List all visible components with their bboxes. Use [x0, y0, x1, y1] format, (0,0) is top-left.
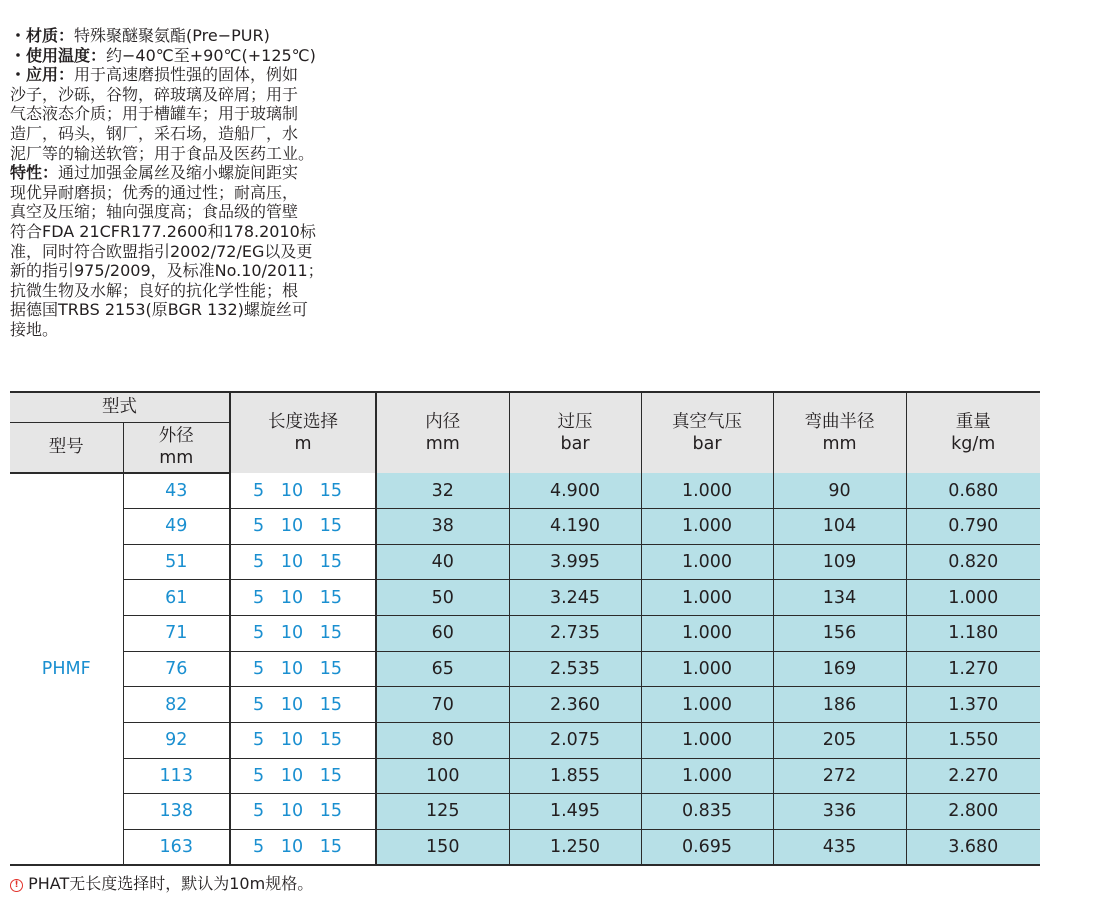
bend-radius-cell: 169: [773, 651, 906, 687]
outer-diameter-cell: 61: [123, 580, 230, 616]
inner-diameter-cell: 100: [376, 758, 509, 794]
footnote-text: PHAT无长度选择时，默认为10m规格。: [28, 874, 314, 893]
pressure-cell: 1.855: [509, 758, 641, 794]
bend-radius-cell: 186: [773, 687, 906, 723]
weight-cell: 1.550: [906, 722, 1040, 758]
length-options-cell: 5 10 15: [230, 580, 376, 616]
table-row: [10, 829, 1040, 865]
type-group-header: 型式: [10, 392, 230, 422]
material-label: ・材质：: [10, 26, 75, 45]
length-options-cell: 5 10 15: [230, 722, 376, 758]
warning-icon: !: [10, 879, 23, 892]
vacuum-cell: 1.000: [641, 651, 773, 687]
table-row: [10, 722, 1040, 758]
length-header: 长度选择 m: [230, 392, 376, 473]
features-label: 特性：: [10, 163, 59, 183]
outer-diameter-cell: 51: [123, 544, 230, 580]
pressure-header: 过压 bar: [509, 392, 641, 473]
table-row: [10, 473, 1040, 509]
weight-cell: 3.680: [906, 829, 1040, 865]
outer-diameter-cell: 82: [123, 687, 230, 723]
outer-diameter-cell: 92: [123, 722, 230, 758]
pressure-cell: 3.245: [509, 580, 641, 616]
bend-radius-cell: 336: [773, 794, 906, 830]
vacuum-cell: 1.000: [641, 580, 773, 616]
vacuum-cell: 0.835: [641, 794, 773, 830]
vacuum-cell: 1.000: [641, 473, 773, 509]
bend-radius-cell: 205: [773, 722, 906, 758]
model-header: 型号: [10, 422, 123, 473]
model-cell: PHMF: [10, 473, 123, 865]
length-options-cell: 5 10 15: [230, 473, 376, 509]
table-row: [10, 758, 1040, 794]
vacuum-cell: 1.000: [641, 509, 773, 545]
bend-radius-cell: 134: [773, 580, 906, 616]
outer-diameter-cell: 43: [123, 473, 230, 509]
bend-radius-cell: 156: [773, 616, 906, 652]
weight-cell: 1.270: [906, 651, 1040, 687]
outer-diameter-cell: 71: [123, 616, 230, 652]
vacuum-cell: 1.000: [641, 758, 773, 794]
vacuum-cell: 1.000: [641, 544, 773, 580]
outer-diameter-cell: 76: [123, 651, 230, 687]
length-options-cell: 5 10 15: [230, 794, 376, 830]
length-options-cell: 5 10 15: [230, 544, 376, 580]
weight-cell: 2.270: [906, 758, 1040, 794]
table-row: [10, 687, 1040, 723]
outer-diameter-cell: 49: [123, 509, 230, 545]
footnote: [10, 874, 313, 894]
weight-cell: 0.790: [906, 509, 1040, 545]
vacuum-cell: 1.000: [641, 722, 773, 758]
inner-diameter-cell: 70: [376, 687, 509, 723]
weight-cell: 0.680: [906, 473, 1040, 509]
inner-diameter-cell: 38: [376, 509, 509, 545]
inner-diameter-cell: 32: [376, 473, 509, 509]
table-row: [10, 794, 1040, 830]
vacuum-cell: 1.000: [641, 687, 773, 723]
inner-diameter-header: 内径 mm: [376, 392, 509, 473]
pressure-cell: 1.250: [509, 829, 641, 865]
pressure-cell: 4.900: [509, 473, 641, 509]
bend-radius-cell: 435: [773, 829, 906, 865]
weight-cell: 2.800: [906, 794, 1040, 830]
weight-cell: 1.180: [906, 616, 1040, 652]
bend-radius-cell: 104: [773, 509, 906, 545]
application-text: 用于高速磨损性强的固体，例如 沙子，沙砾，谷物，碎玻璃及碎屑；用于 气态液态介质；用于槽罐车；用于玻璃制 造厂，码头，钢厂，采石场，造船厂，水 泥厂等的输送软管；用于食品及医药工业。: [10, 65, 315, 163]
product-description: [10, 26, 370, 340]
pressure-cell: 2.360: [509, 687, 641, 723]
table-row: [10, 651, 1040, 687]
inner-diameter-cell: 150: [376, 829, 509, 865]
table-row: [10, 616, 1040, 652]
weight-cell: 1.370: [906, 687, 1040, 723]
length-options-cell: 5 10 15: [230, 509, 376, 545]
bend-radius-header: 弯曲半径 mm: [773, 392, 906, 473]
outer-diameter-cell: 163: [123, 829, 230, 865]
length-options-cell: 5 10 15: [230, 651, 376, 687]
outer-diameter-header: 外径 mm: [123, 422, 230, 473]
inner-diameter-cell: 80: [376, 722, 509, 758]
bend-radius-cell: 90: [773, 473, 906, 509]
weight-cell: 0.820: [906, 544, 1040, 580]
length-options-cell: 5 10 15: [230, 829, 376, 865]
material-text: 特殊聚醚聚氨酯(Pre−PUR): [74, 26, 270, 45]
weight-header: 重量 kg/m: [906, 392, 1040, 473]
pressure-cell: 3.995: [509, 544, 641, 580]
inner-diameter-cell: 50: [376, 580, 509, 616]
bend-radius-cell: 272: [773, 758, 906, 794]
pressure-cell: 2.735: [509, 616, 641, 652]
pressure-cell: 2.535: [509, 651, 641, 687]
inner-diameter-cell: 65: [376, 651, 509, 687]
length-options-cell: 5 10 15: [230, 758, 376, 794]
pressure-cell: 1.495: [509, 794, 641, 830]
inner-diameter-cell: 60: [376, 616, 509, 652]
vacuum-header: 真空气压 bar: [641, 392, 773, 473]
application-label: ・应用：: [10, 65, 75, 85]
length-options-cell: 5 10 15: [230, 687, 376, 723]
vacuum-cell: 0.695: [641, 829, 773, 865]
features-text: 通过加强金属丝及缩小螺旋间距实 现优异耐磨损；优秀的通过性；耐高压， 真空及压缩；轴向强度高；食品级的管壁 符合FDA 21CFR177.2600和178.2010标 准，同时符合欧盟指引2002/72/EG以及更 新的指引975/2009，及标准No.10/2011； 抗微生物及水解；良好的抗化学性能；根 据德国TRBS 2153(原BGR 132)螺旋丝可 接地。: [10, 163, 324, 339]
table-row: [10, 580, 1040, 616]
bend-radius-cell: 109: [773, 544, 906, 580]
vacuum-cell: 1.000: [641, 616, 773, 652]
inner-diameter-cell: 125: [376, 794, 509, 830]
pressure-cell: 4.190: [509, 509, 641, 545]
table-row: [10, 509, 1040, 545]
temperature-label: ・使用温度：: [10, 45, 107, 65]
pressure-cell: 2.075: [509, 722, 641, 758]
weight-cell: 1.000: [906, 580, 1040, 616]
temperature-text: 约−40℃至+90℃(+125℃): [106, 45, 316, 65]
spec-table: [10, 391, 1040, 866]
outer-diameter-cell: 113: [123, 758, 230, 794]
table-row: [10, 544, 1040, 580]
inner-diameter-cell: 40: [376, 544, 509, 580]
length-options-cell: 5 10 15: [230, 616, 376, 652]
outer-diameter-cell: 138: [123, 794, 230, 830]
